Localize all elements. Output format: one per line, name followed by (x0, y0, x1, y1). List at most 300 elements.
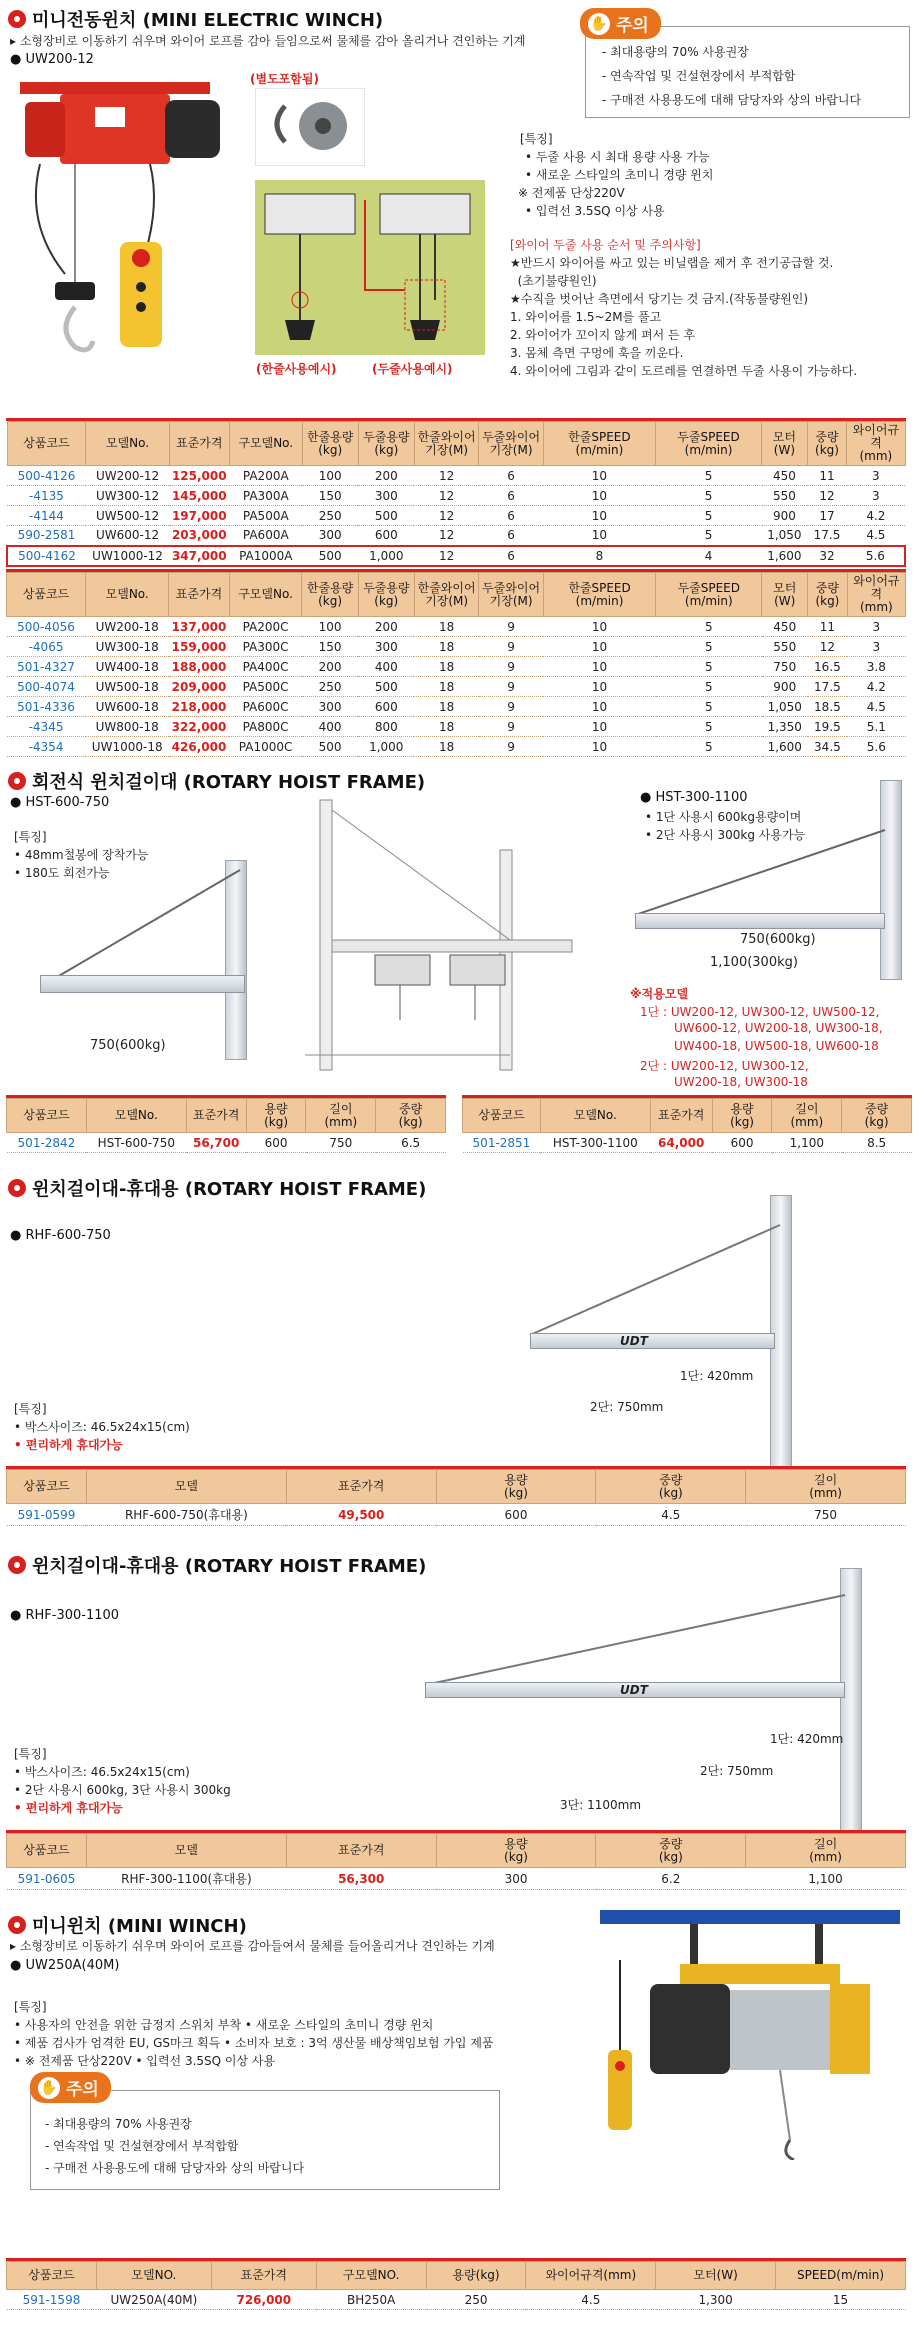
table-header: 한줄용량 (kg) (302, 573, 358, 617)
table-header: 용량 (kg) (246, 1099, 306, 1133)
table-header: 한줄SPEED (m/min) (543, 422, 655, 466)
table-cell: 6 (479, 546, 543, 566)
table-cell: UW500-18 (86, 677, 169, 697)
table-cell: 3 (847, 466, 905, 486)
table-cell: 600 (712, 1133, 772, 1153)
table-cell: 4.5 (526, 2290, 656, 2310)
table-cell: 10 (543, 637, 655, 657)
hand-icon: ✋ (38, 2077, 60, 2099)
feature-item: • 새로운 스타일의 초미니 경량 윈치 (525, 168, 714, 182)
table-cell: PA300C (229, 637, 302, 657)
compatible-models-line: UW400-18, UW500-18, UW600-18 (674, 1039, 879, 1053)
notes-title: [와이어 두줄 사용 순서 및 주의사항] (510, 238, 701, 252)
table-cell: 750 (746, 1504, 906, 1526)
mini-winch-image (590, 1900, 910, 2160)
table-row (7, 1868, 906, 1890)
product-code-cell: 590-2581 (7, 526, 86, 546)
model-label: ● UW200-12 (10, 52, 94, 67)
feature-item: • 제품 검사가 엄격한 EU, GS마크 획득 • 소비자 보호 : 3억 생산물 배상책임보험 가입 제품 (14, 2036, 494, 2050)
table-cell: 9 (479, 717, 544, 737)
table-cell: 12 (808, 637, 848, 657)
note-item: 1. 와이어를 1.5~2M를 풀고 (510, 310, 662, 324)
table-cell: 17.5 (807, 526, 846, 546)
table-cell: 800 (358, 717, 414, 737)
rhf-300-table (6, 1833, 906, 1890)
table-header: 모터(W) (656, 2262, 776, 2290)
table-cell: 5 (656, 677, 762, 697)
table-cell: UW800-18 (86, 717, 169, 737)
table-header-row (7, 2262, 906, 2290)
table-cell: 4.5 (596, 1504, 746, 1526)
table-header: 모델 (86, 1470, 286, 1504)
product-code-cell: 501-4327 (7, 657, 86, 677)
winch-12-spec-table (6, 421, 906, 567)
model-label: ● RHF-300-1100 (10, 1608, 120, 1623)
frame-arm-image (40, 975, 245, 993)
price-cell: 426,000 (169, 737, 229, 757)
hst-300-table (462, 1098, 912, 1153)
table-cell: BH250A (316, 2290, 426, 2310)
table-cell: 3 (847, 637, 905, 657)
table-cell: UW500-12 (86, 506, 169, 526)
caution-box (585, 26, 910, 118)
table-cell: 18 (414, 637, 479, 657)
table-header: 중량 (kg) (596, 1834, 746, 1868)
table-header-row (463, 1099, 912, 1133)
table-cell: 19.5 (808, 717, 848, 737)
table-row (463, 1133, 912, 1153)
price-cell: 125,000 (169, 466, 229, 486)
table-cell: PA1000A (229, 546, 302, 566)
caution-item: - 최대용량의 70% 사용권장 (602, 45, 749, 59)
table-header: 모터 (W) (762, 422, 808, 466)
table-cell: HST-600-750 (86, 1133, 186, 1153)
table-header-row (7, 1099, 446, 1133)
table-header-row (7, 422, 905, 466)
table-cell: 10 (543, 506, 655, 526)
section-bullet-icon (8, 1916, 26, 1934)
table-cell: 6.5 (376, 1133, 446, 1153)
table-cell: 10 (543, 486, 655, 506)
table-header: 모델No. (86, 422, 169, 466)
model-label: ● HST-300-1100 (640, 790, 748, 805)
table-header: 표준가격 (650, 1099, 712, 1133)
table-cell: UW300-12 (86, 486, 169, 506)
table-header: 모터 (W) (762, 573, 808, 617)
compatible-models-line: UW200-18, UW300-18 (674, 1075, 808, 1089)
dimension-label: 2단: 750mm (590, 1400, 664, 1414)
table-cell: 5 (656, 717, 762, 737)
product-code-cell: -4345 (7, 717, 86, 737)
table-header: 두줄SPEED (m/min) (656, 573, 762, 617)
note-item: 4. 와이어에 그림과 같이 도르레를 연결하면 두줄 사용이 가능하다. (510, 364, 858, 378)
table-cell: 600 (358, 526, 414, 546)
dimension-label: 1,100(300kg) (710, 955, 798, 970)
table-header: 한줄SPEED (m/min) (543, 573, 655, 617)
table-cell: 750 (762, 657, 808, 677)
table-cell: 500 (358, 506, 414, 526)
feature-item: • 2단 사용시 600kg, 3단 사용시 300kg (14, 1783, 231, 1797)
features-title: [특징] (14, 1747, 47, 1761)
table-cell: PA200A (229, 466, 302, 486)
dimension-label: 2단: 750mm (700, 1764, 774, 1778)
table-cell: 6.2 (596, 1868, 746, 1890)
table-cell: 200 (358, 466, 414, 486)
table-cell: 12 (414, 486, 478, 506)
table-cell: 600 (246, 1133, 306, 1153)
table-header-row (7, 573, 906, 617)
table-cell: 34.5 (808, 737, 848, 757)
table-cell: PA600C (229, 697, 302, 717)
compatible-models-line: UW600-12, UW200-18, UW300-18, (674, 1021, 883, 1035)
dimension-label: 1단: 420mm (680, 1369, 754, 1383)
price-cell: 347,000 (169, 546, 229, 566)
section-title-rotary-hoist-frame: 회전식 윈치걸이대 (ROTARY HOIST FRAME) (8, 768, 425, 794)
table-row (7, 677, 906, 697)
table-header-row (7, 1470, 906, 1504)
product-code-cell: 591-0599 (7, 1504, 87, 1526)
table-header: 한줄와이어 기장(M) (414, 573, 479, 617)
caution-box (30, 2090, 500, 2190)
price-cell: 145,000 (169, 486, 229, 506)
table-cell: 1,050 (762, 526, 808, 546)
table-header: 모델 (86, 1834, 286, 1868)
table-cell: 300 (358, 637, 414, 657)
table-cell: UW1000-18 (86, 737, 169, 757)
section-bullet-icon (8, 1179, 26, 1197)
table-header: 한줄용량 (kg) (302, 422, 358, 466)
table-cell: 300 (302, 526, 358, 546)
mini-winch-table (6, 2261, 906, 2310)
single-line-example-label: (한줄사용예시) (256, 362, 337, 376)
table-cell: 6 (479, 466, 543, 486)
price-cell: 56,300 (286, 1868, 436, 1890)
table-cell: 9 (479, 737, 544, 757)
table-header: 한줄와이어 기장(M) (414, 422, 478, 466)
table-cell: 10 (543, 697, 655, 717)
table-cell: PA500A (229, 506, 302, 526)
table-cell: 5 (656, 697, 762, 717)
table-header: 모델NO. (96, 2262, 211, 2290)
table-cell: 18 (414, 737, 479, 757)
product-code-cell: 500-4126 (7, 466, 86, 486)
price-cell: 218,000 (169, 697, 229, 717)
table-header: 용량 (kg) (436, 1470, 596, 1504)
table-cell: 12 (414, 506, 478, 526)
table-cell: 10 (543, 677, 655, 697)
sold-separately-label: (별도포함됨) (250, 72, 319, 86)
table-header: 길이 (mm) (746, 1834, 906, 1868)
product-code-cell: -4135 (7, 486, 86, 506)
table-cell: 400 (358, 657, 414, 677)
table-cell: UW600-18 (86, 697, 169, 717)
feature-item: • 두줄 사용 시 최대 용량 사용 가능 (525, 150, 710, 164)
table-cell: 3.8 (847, 657, 905, 677)
table-header: 중량 (kg) (842, 1099, 912, 1133)
table-cell: 300 (436, 1868, 596, 1890)
table-cell: 1,600 (762, 546, 808, 566)
table-cell: 200 (302, 657, 358, 677)
table-header: 상품코드 (7, 2262, 97, 2290)
table-cell: UW300-18 (86, 637, 169, 657)
table-cell: 18 (414, 717, 479, 737)
table-header: 두줄와이어 기장(M) (479, 573, 544, 617)
table-cell: 10 (543, 717, 655, 737)
product-code-cell: -4065 (7, 637, 86, 657)
product-code-cell: 500-4074 (7, 677, 86, 697)
price-cell: 49,500 (286, 1504, 436, 1526)
feature-item: • 48mm철봉에 장착가능 (14, 848, 149, 862)
table-cell: 1,300 (656, 2290, 776, 2310)
table-row (7, 506, 905, 526)
table-cell: 17 (807, 506, 846, 526)
table-header: 용량 (kg) (712, 1099, 772, 1133)
table-header: SPEED(m/min) (776, 2262, 906, 2290)
feature-highlight: • 편리하게 휴대가능 (14, 1801, 123, 1815)
table-cell: 5 (656, 617, 762, 637)
table-header: 두줄용량 (kg) (358, 422, 414, 466)
table-cell: 5.6 (847, 546, 905, 566)
table-cell: 5 (656, 737, 762, 757)
udt-logo: UDT (620, 1334, 648, 1348)
features-title: [특징] (520, 132, 553, 146)
table-header: 중량 (kg) (808, 573, 848, 617)
section-title-portable-frame-1100: 윈치걸이대-휴대용 (ROTARY HOIST FRAME) (8, 1552, 426, 1578)
dimension-label: 750(600kg) (90, 1038, 166, 1053)
section-bullet-icon (8, 1556, 26, 1574)
price-cell: 197,000 (169, 506, 229, 526)
table-row (7, 546, 905, 566)
price-cell: 203,000 (169, 526, 229, 546)
table-cell: 4.2 (847, 506, 905, 526)
pulley-image (255, 88, 365, 166)
table-cell: 5 (656, 526, 762, 546)
table-cell: 600 (436, 1504, 596, 1526)
frame-arm-image (635, 913, 885, 929)
dimension-label: 750(600kg) (740, 932, 816, 947)
model-label: ● UW250A(40M) (10, 1958, 120, 1973)
table-cell: 600 (358, 697, 414, 717)
model-label: ● RHF-600-750 (10, 1228, 111, 1243)
table-cell: PA600A (229, 526, 302, 546)
table-header: 구모델No. (229, 422, 302, 466)
table-row (7, 486, 905, 506)
table-cell: HST-300-1100 (540, 1133, 650, 1153)
table-cell: 9 (479, 637, 544, 657)
table-cell: 450 (762, 617, 808, 637)
table-row (7, 737, 906, 757)
table-cell: 400 (302, 717, 358, 737)
product-code-cell: 501-2842 (7, 1133, 87, 1153)
table-header: 길이 (mm) (772, 1099, 842, 1133)
table-header: 와이어규격(mm) (526, 2262, 656, 2290)
table-header: 표준가격 (211, 2262, 316, 2290)
table-header: 와이어규격 (mm) (847, 422, 905, 466)
table-cell: 3 (847, 486, 905, 506)
section-description: ▸ 소형장비로 이동하기 쉬우며 와이어 로프를 감아 들임으로써 물체를 감아 올리거나 견인하는 기계 (10, 34, 526, 48)
product-code-cell: -4144 (7, 506, 86, 526)
table-cell: 150 (302, 637, 358, 657)
frame-brace-image (420, 1585, 850, 1695)
table-cell: 10 (543, 526, 655, 546)
table-cell: 32 (807, 546, 846, 566)
table-cell: 18 (414, 677, 479, 697)
feature-item: • 입력선 3.5SQ 이상 사용 (525, 204, 665, 218)
frame-arm-image (530, 1333, 775, 1349)
note-item: (초기불량원인) (510, 274, 597, 288)
caution-badge: ✋ 주의 (30, 2072, 111, 2103)
table-cell: 250 (302, 677, 358, 697)
section-description: ▸ 소형장비로 이동하기 쉬우며 와이어 로프를 감아들여서 물체를 들어올리거나 견인하는 기계 (10, 1939, 495, 1953)
product-code-cell: -4354 (7, 737, 86, 757)
feature-item: • 180도 회전가능 (14, 866, 110, 880)
table-cell: 10 (543, 657, 655, 677)
table-cell: 10 (543, 466, 655, 486)
table-cell: 12 (414, 546, 478, 566)
note-item: ★수직을 벗어난 측면에서 당기는 것 금지.(작동불량원인) (510, 292, 809, 306)
dimension-label: 3단: 1100mm (560, 1798, 642, 1812)
table-cell: 11 (808, 617, 848, 637)
table-cell: 250 (302, 506, 358, 526)
table-cell: 3 (847, 617, 905, 637)
table-cell: PA500C (229, 677, 302, 697)
table-row (7, 657, 906, 677)
table-cell: 9 (479, 677, 544, 697)
table-cell: PA200C (229, 617, 302, 637)
section-title-mini-winch: 미니윈치 (MINI WINCH) (8, 1912, 247, 1938)
table-cell: 12 (414, 526, 478, 546)
table-row (7, 1504, 906, 1526)
table-cell: 5 (656, 637, 762, 657)
table-cell: UW200-18 (86, 617, 169, 637)
feature-item: • 1단 사용시 600kg용량이며 (645, 810, 802, 824)
table-cell: 5 (656, 466, 762, 486)
table-cell: 550 (762, 637, 808, 657)
table-header: 표준가격 (286, 1834, 436, 1868)
table-header: 상품코드 (463, 1099, 541, 1133)
price-cell: 56,700 (186, 1133, 246, 1153)
table-header: 상품코드 (7, 422, 86, 466)
table-header: 중량 (kg) (596, 1470, 746, 1504)
table-row (7, 466, 905, 486)
table-header: 용량 (kg) (436, 1834, 596, 1868)
table-cell: 4.5 (847, 697, 905, 717)
table-cell: 900 (762, 506, 808, 526)
price-cell: 159,000 (169, 637, 229, 657)
table-cell: 1,000 (358, 737, 414, 757)
note-item: 2. 와이어가 꼬이지 않게 펴서 든 후 (510, 328, 696, 342)
table-cell: RHF-600-750(휴대용) (86, 1504, 286, 1526)
table-cell: 500 (302, 737, 358, 757)
table-cell: UW600-12 (86, 526, 169, 546)
table-cell: UW200-12 (86, 466, 169, 486)
table-header-row (7, 1834, 906, 1868)
table-header: 모델No. (540, 1099, 650, 1133)
table-header: 중량 (kg) (807, 422, 846, 466)
price-cell: 137,000 (169, 617, 229, 637)
table-cell: 1,100 (772, 1133, 842, 1153)
price-cell: 188,000 (169, 657, 229, 677)
caution-item: - 최대용량의 70% 사용권장 (45, 2117, 192, 2131)
table-cell: 300 (302, 697, 358, 717)
table-header: 두줄SPEED (m/min) (656, 422, 762, 466)
table-cell: UW250A(40M) (96, 2290, 211, 2310)
table-cell: 300 (358, 486, 414, 506)
table-header: 길이 (mm) (306, 1099, 376, 1133)
table-header: 상품코드 (7, 1099, 87, 1133)
table-header: 두줄용량 (kg) (358, 573, 414, 617)
table-cell: 5.1 (847, 717, 905, 737)
table-header: 모델No. (86, 573, 169, 617)
caution-item: - 구매전 사용용도에 대해 담당자와 상의 바랍니다 (45, 2161, 305, 2175)
section-bullet-icon (8, 10, 26, 28)
table-row (7, 697, 906, 717)
table-cell: 15 (776, 2290, 906, 2310)
dimension-label: 1단: 420mm (770, 1732, 844, 1746)
table-cell: PA1000C (229, 737, 302, 757)
electric-winch-image (0, 72, 250, 382)
feature-item: • 박스사이즈: 46.5x24x15(cm) (14, 1420, 190, 1434)
table-cell: 17.5 (808, 677, 848, 697)
section-bullet-icon (8, 772, 26, 790)
table-cell: 4.5 (847, 526, 905, 546)
table-cell: 9 (479, 617, 544, 637)
caution-badge: ✋ 주의 (580, 8, 661, 39)
table-cell: 6 (479, 506, 543, 526)
table-cell: 9 (479, 697, 544, 717)
table-header: 용량(kg) (426, 2262, 526, 2290)
table-cell: 450 (762, 466, 808, 486)
table-cell: 10 (543, 737, 655, 757)
table-header: 표준가격 (169, 422, 229, 466)
table-header: 상품코드 (7, 1470, 87, 1504)
table-header: 표준가격 (169, 573, 229, 617)
feature-item: • 2단 사용시 300kg 사용가능 (645, 828, 806, 842)
hst-600-table (6, 1098, 446, 1153)
table-row (7, 2290, 906, 2310)
table-cell: 1,350 (762, 717, 808, 737)
table-cell: PA300A (229, 486, 302, 506)
table-cell: 200 (358, 617, 414, 637)
price-cell: 322,000 (169, 717, 229, 737)
feature-item: • ※ 전제품 단상220V • 입력선 3.5SQ 이상 사용 (14, 2054, 276, 2068)
model-label: ● HST-600-750 (10, 795, 110, 810)
note-item: ★반드시 와이어를 싸고 있는 비닐랩을 제거 후 전기공급할 것. (510, 256, 834, 270)
table-cell: 100 (302, 617, 358, 637)
table-cell: PA800C (229, 717, 302, 737)
table-row (7, 617, 906, 637)
table-cell: 4 (656, 546, 762, 566)
table-cell: 12 (807, 486, 846, 506)
product-code-cell: 591-1598 (7, 2290, 97, 2310)
table-cell: 1,050 (762, 697, 808, 717)
table-cell: 6 (479, 526, 543, 546)
table-header: 모델No. (86, 1099, 186, 1133)
table-row (7, 526, 905, 546)
table-header: 표준가격 (186, 1099, 246, 1133)
table-cell: RHF-300-1100(휴대용) (86, 1868, 286, 1890)
table-cell: PA400C (229, 657, 302, 677)
table-header: 상품코드 (7, 1834, 87, 1868)
table-header: 상품코드 (7, 573, 86, 617)
table-cell: 18 (414, 697, 479, 717)
features-title: [특징] (14, 2000, 47, 2014)
table-row (7, 637, 906, 657)
frame-technical-drawing (300, 790, 600, 1080)
compatible-models-line: 1단 : UW200-12, UW300-12, UW500-12, (640, 1005, 880, 1019)
compatible-models-line: 2단 : UW200-12, UW300-12, (640, 1059, 809, 1073)
table-cell: 5 (656, 657, 762, 677)
